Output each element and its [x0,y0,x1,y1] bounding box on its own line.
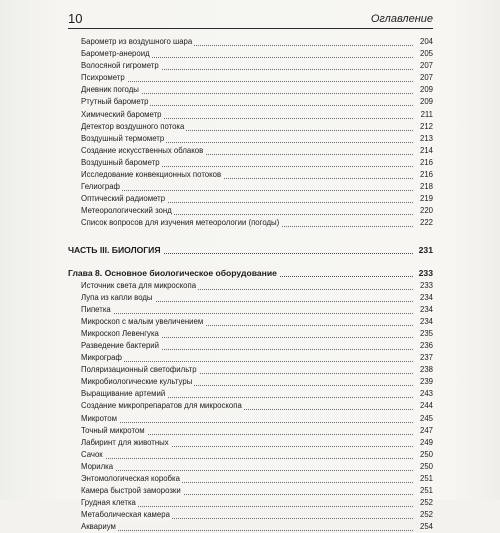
toc-entry [68,352,433,364]
toc-entry-page: 234 [415,292,433,304]
toc-entry-page: 252 [415,509,433,521]
table-of-contents [68,36,433,533]
page-header [68,11,433,29]
dot-leader [81,352,413,362]
spacer [68,257,433,266]
toc-entry-page: 234 [415,316,433,328]
toc-entry [68,509,433,521]
toc-entry [68,205,433,217]
toc-entry-title: Источник света для микроскопа [81,280,198,292]
toc-part-entry [68,243,433,257]
toc-entry-title: Камера быстрой заморозки [81,485,183,497]
toc-entry-title: Микроскоп Левенгука [81,328,161,340]
toc-entry-title: Лабиринт для животных [81,437,171,449]
toc-entry-page: 251 [415,473,433,485]
toc-entry-page: 211 [415,109,433,121]
toc-entry-page: 218 [415,181,433,193]
toc-entry-title: Психрометр [81,72,127,84]
toc-entry-title: Дневник погоды [81,84,141,96]
toc-part-page: 231 [415,243,433,257]
toc-entry [68,376,433,388]
toc-chapter-page: 233 [415,266,433,280]
dot-leader [81,461,413,471]
toc-entry [68,437,433,449]
toc-entry [68,109,433,121]
dot-leader [81,521,413,531]
toc-entry [68,461,433,473]
toc-entry-page: 209 [415,84,433,96]
toc-entry-page: 209 [415,96,433,108]
dot-leader [81,181,413,191]
toc-entry-page: 235 [415,328,433,340]
toc-entry [68,84,433,96]
toc-entry-page: 251 [415,485,433,497]
toc-entry-title: Микроскоп с малым увеличением [81,316,205,328]
dot-leader [81,304,413,314]
toc-entry [68,304,433,316]
toc-entry-page: 252 [415,497,433,509]
toc-entry [68,72,433,84]
toc-entry-title: Детектор воздушного потока [81,121,186,133]
toc-entry-title: Создание микропрепаратов для микроскопа [81,400,244,412]
toc-entry-title: Воздушный барометр [81,157,162,169]
toc-entry-page: 233 [415,280,433,292]
toc-entry-page: 204 [415,36,433,48]
toc-entry [68,340,433,352]
toc-entry-title: Метеорологический зонд [81,205,174,217]
toc-entry-page: 237 [415,352,433,364]
toc-entry-page: 245 [415,413,433,425]
toc-entry-page: 244 [415,400,433,412]
toc-entry-title: Гелиограф [81,181,122,193]
toc-entry-page: 249 [415,437,433,449]
toc-entry-page: 247 [415,425,433,437]
toc-entry [68,400,433,412]
toc-entry-title: Пипетка [81,304,113,316]
toc-entry-page: 254 [415,521,433,533]
toc-entry-title: Микротом [81,413,119,425]
toc-entry-title: Микрограф [81,352,124,364]
toc-entry-title: Микробиологические культуры [81,376,194,388]
toc-entry [68,521,433,533]
toc-entry-title: Лупа из капли воды [81,292,155,304]
toc-entry [68,328,433,340]
toc-entry-page: 236 [415,340,433,352]
toc-entry [68,497,433,509]
toc-entry-title: Морилка [81,461,115,473]
toc-entry [68,181,433,193]
toc-entry [68,145,433,157]
toc-entry-page: 234 [415,304,433,316]
toc-chapter-title: Глава 8. Основное биологическое оборудование [68,266,279,280]
toc-entry-page: 216 [415,169,433,181]
toc-entry-title: Сачок [81,449,105,461]
toc-entry-title: Создание искусственных облаков [81,145,205,157]
toc-entry-title: Барометр из воздушного шара [81,36,194,48]
toc-entry-page: 239 [415,376,433,388]
toc-entry-title: Исследование конвекционных потоков [81,169,223,181]
dot-leader [81,449,413,459]
toc-entry-title: Химический барометр [81,109,164,121]
toc-entry-page: 250 [415,461,433,473]
toc-entry [68,388,433,400]
toc-entry-title: Ртутный барометр [81,96,150,108]
toc-entry [68,292,433,304]
toc-entry-page: 220 [415,205,433,217]
toc-entry-title: Волосяной гигрометр [81,60,161,72]
toc-entry [68,473,433,485]
toc-entry-title: Оптический радиометр [81,193,167,205]
toc-entry-page: 212 [415,121,433,133]
toc-entry [68,316,433,328]
toc-entry-title: Аквариум [81,521,118,533]
toc-entry-title: Барометр-анероид [81,48,152,60]
toc-entry [68,48,433,60]
toc-entry [68,157,433,169]
toc-entry-title: Метаболическая камера [81,509,172,521]
toc-entry [68,280,433,292]
toc-entry-page: 213 [415,133,433,145]
toc-entry-page: 238 [415,364,433,376]
running-title: Оглавление [371,12,433,27]
toc-entry-page: 205 [415,48,433,60]
toc-entry [68,121,433,133]
toc-section-meteorology [68,36,433,230]
toc-entry [68,193,433,205]
toc-entry-page: 222 [415,217,433,229]
spacer [68,230,433,243]
dot-leader [81,413,413,423]
toc-entry [68,96,433,108]
toc-entry [68,133,433,145]
toc-entry-title: Точный микротом [81,425,147,437]
toc-entry-page: 243 [415,388,433,400]
page-number: 10 [68,11,82,27]
toc-entry-title: Разведение бактерий [81,340,161,352]
toc-entry [68,60,433,72]
dot-leader [81,72,413,82]
toc-entry-page: 207 [415,72,433,84]
toc-entry-page: 219 [415,193,433,205]
toc-entry-page: 216 [415,157,433,169]
toc-section-biology [68,280,433,533]
toc-entry [68,169,433,181]
toc-entry [68,217,433,229]
toc-entry-title: Список вопросов для изучения метеорологии (погоды) [81,217,281,229]
toc-entry-page: 214 [415,145,433,157]
toc-entry-page: 250 [415,449,433,461]
toc-entry-title: Энтомологическая коробка [81,473,182,485]
toc-entry-title: Выращивание артемий [81,388,167,400]
toc-entry-title: Воздушный термометр [81,133,166,145]
toc-part-title: ЧАСТЬ III. БИОЛОГИЯ [68,243,163,257]
toc-entry-title: Поляризационный светофильтр [81,364,199,376]
toc-entry-page: 207 [415,60,433,72]
toc-entry [68,485,433,497]
toc-chapter-entry [68,266,433,280]
toc-entry [68,413,433,425]
toc-entry-title: Грудная клетка [81,497,138,509]
toc-entry [68,425,433,437]
toc-entry [68,449,433,461]
toc-entry [68,364,433,376]
toc-entry [68,36,433,48]
